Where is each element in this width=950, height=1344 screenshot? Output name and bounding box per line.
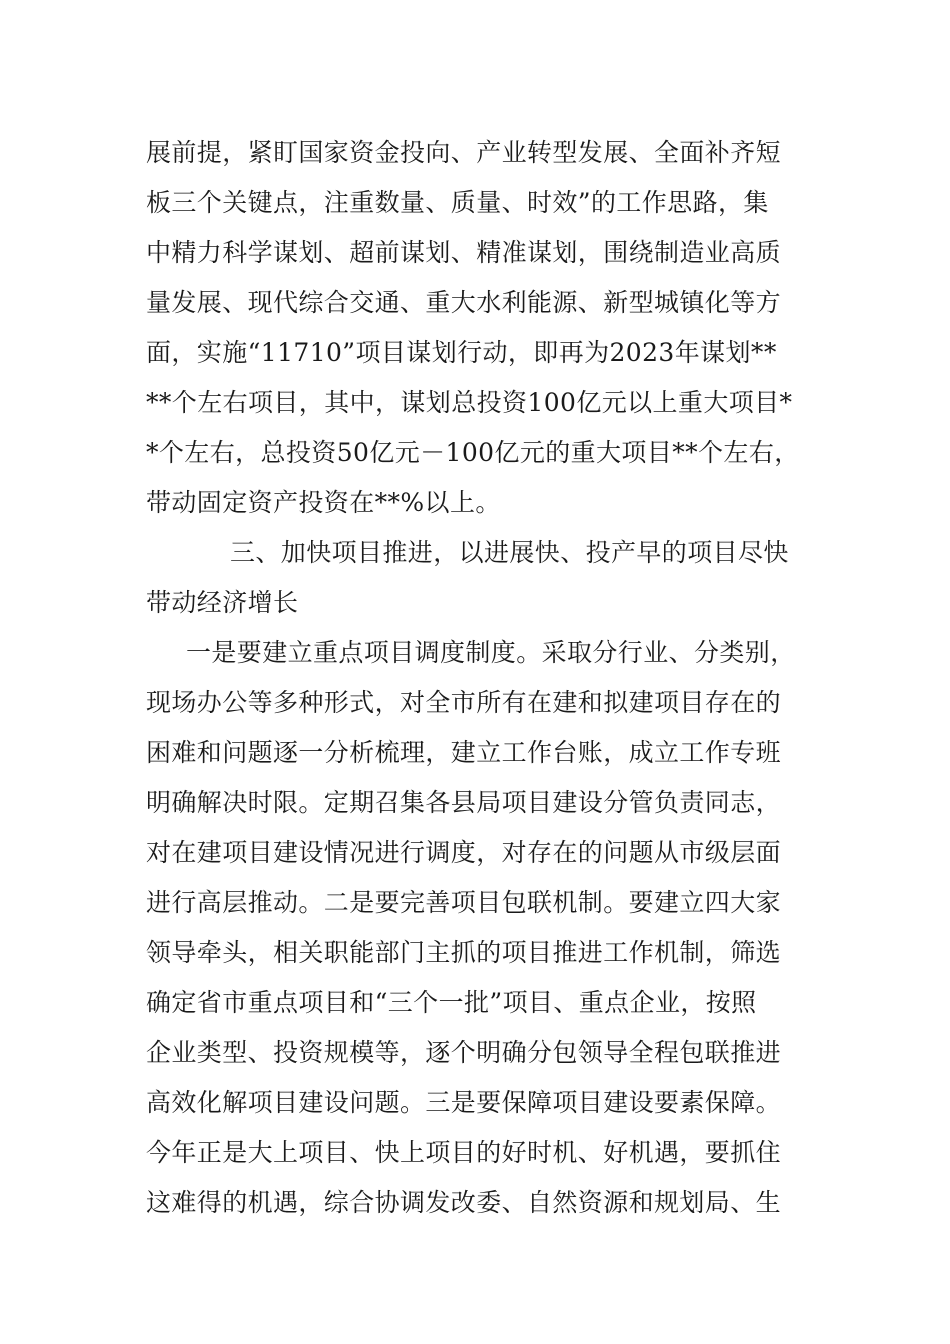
paragraph-2-line-6: 进行高层推动。二是要完善项目包联机制。要建立四大家 xyxy=(146,888,782,917)
paragraph-2-line-5: 对在建项目建设情况进行调度，对存在的问题从市级层面 xyxy=(146,838,782,867)
paragraph-1-line-8: 带动固定资产投资在**%以上。 xyxy=(146,488,501,517)
paragraph-2-line-11: 今年正是大上项目、快上项目的好时机、好机遇，要抓住 xyxy=(146,1138,782,1167)
paragraph-1-line-6: **个左右项目，其中，谋划总投资100亿元以上重大项目* xyxy=(146,388,793,417)
paragraph-2-line-2: 现场办公等多种形式，对全市所有在建和拟建项目存在的 xyxy=(146,688,782,717)
paragraph-1-line-2: 板三个关键点，注重数量、质量、时效”的工作思路，集 xyxy=(146,188,769,217)
paragraph-1-line-4: 量发展、现代综合交通、重大水利能源、新型城镇化等方 xyxy=(146,288,782,317)
paragraph-1-line-7: *个左右，总投资50亿元－100亿元的重大项目**个左右， xyxy=(146,438,800,467)
paragraph-2-line-1: 一是要建立重点项目调度制度。采取分行业、分类别， xyxy=(186,638,796,667)
paragraph-2-line-3: 困难和问题逐一分析梳理，建立工作台账，成立工作专班 xyxy=(146,738,782,767)
paragraph-2-line-7: 领导牵头，相关职能部门主抓的项目推进工作机制，筛选 xyxy=(146,938,782,967)
paragraph-1-line-3: 中精力科学谋划、超前谋划、精准谋划，围绕制造业高质 xyxy=(146,238,782,267)
paragraph-1-line-1: 展前提，紧盯国家资金投向、产业转型发展、全面补齐短 xyxy=(146,138,782,167)
section-heading-line-1: 三、加快项目推进，以进展快、投产早的项目尽快 xyxy=(230,538,789,567)
paragraph-2-line-12: 这难得的机遇，综合协调发改委、自然资源和规划局、生 xyxy=(146,1188,782,1217)
paragraph-1-line-5: 面，实施“11710”项目谋划行动，即再为2023年谋划** xyxy=(146,338,777,367)
paragraph-2-line-10: 高效化解项目建设问题。三是要保障项目建设要素保障。 xyxy=(146,1088,782,1117)
paragraph-2-line-8: 确定省市重点项目和“三个一批”项目、重点企业，按照 xyxy=(146,988,757,1017)
section-heading-line-2: 带动经济增长 xyxy=(146,588,299,617)
paragraph-2-line-9: 企业类型、投资规模等，逐个明确分包领导全程包联推进 xyxy=(146,1038,782,1067)
paragraph-2-line-4: 明确解决时限。定期召集各县局项目建设分管负责同志， xyxy=(146,788,782,817)
